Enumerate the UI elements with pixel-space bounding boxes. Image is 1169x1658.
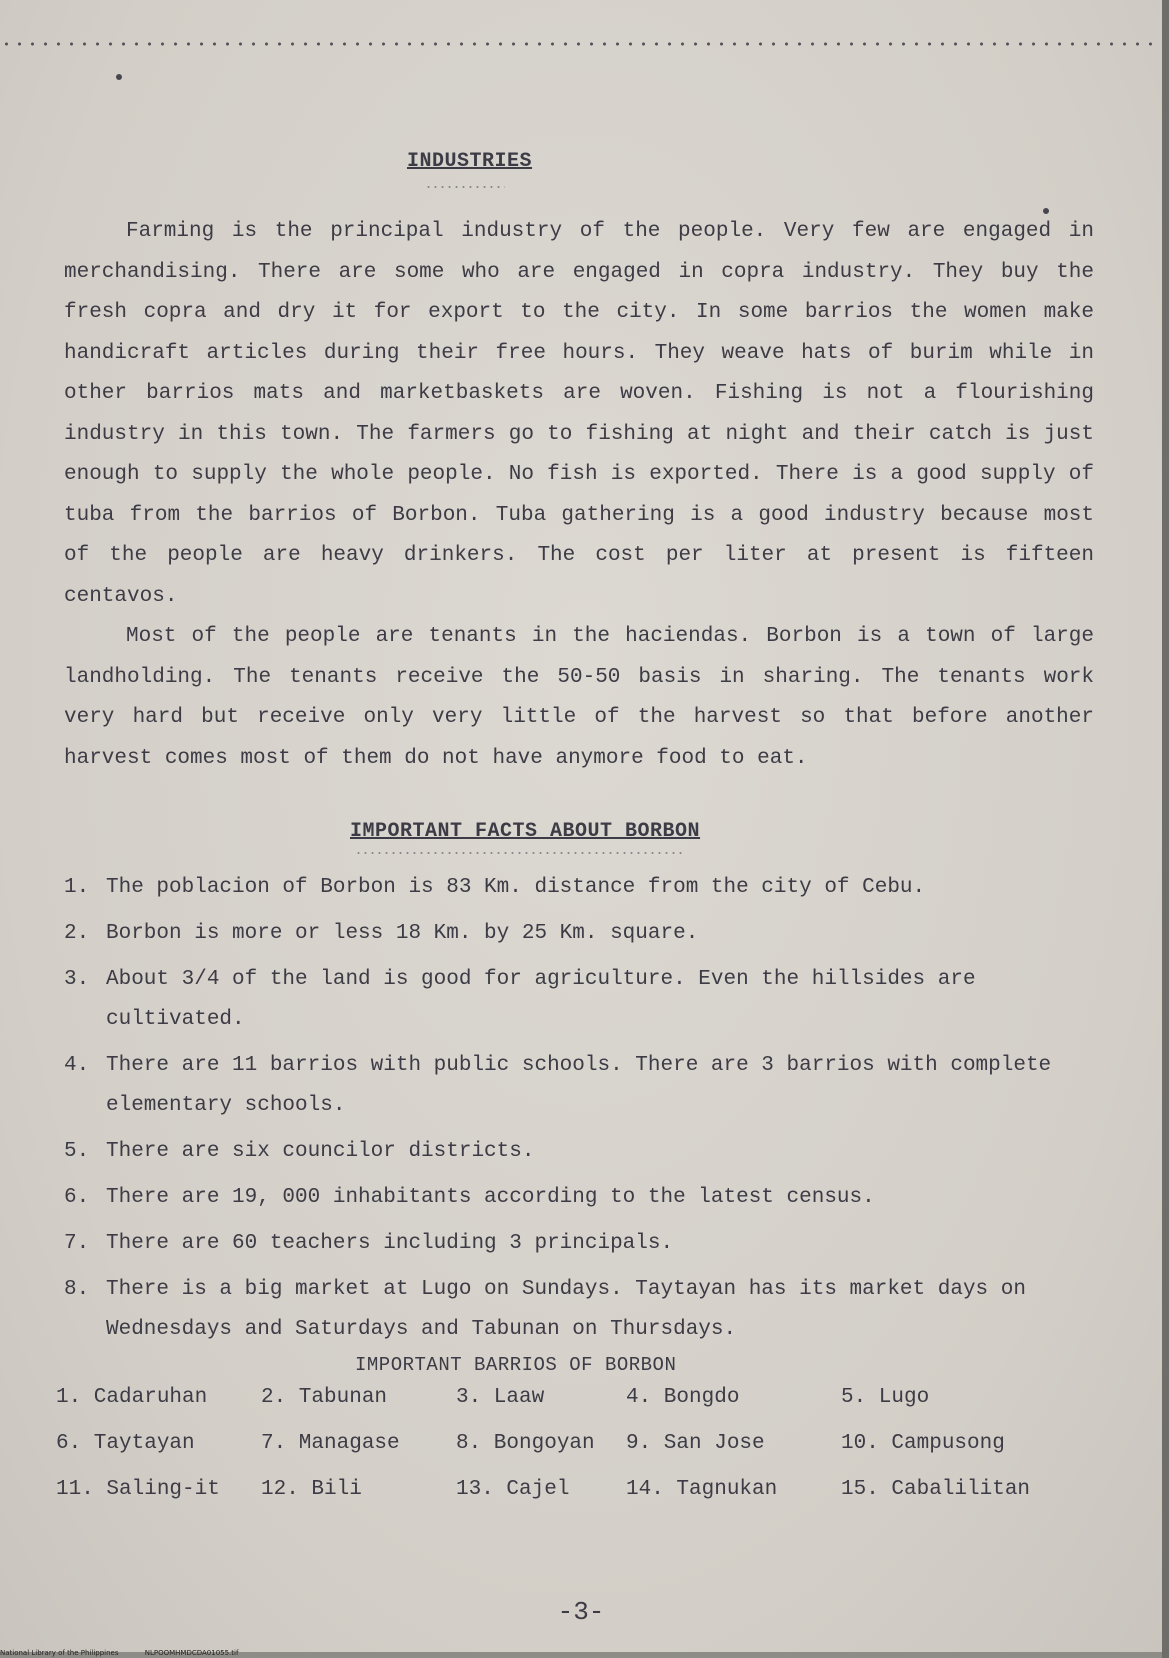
fact-item <box>64 868 1114 908</box>
fact-text: There are six councilor districts. <box>106 1140 535 1163</box>
barrio-item: 3. Laaw <box>456 1386 545 1409</box>
fact-item <box>64 960 1114 1040</box>
fact-item <box>64 914 1114 954</box>
binding-edge <box>1162 0 1169 1658</box>
footer-file: NLPOOMHMDCDA01055.tif <box>144 1649 239 1657</box>
barrio-item: 6. Taytayan <box>56 1432 195 1455</box>
fact-number: 3. <box>64 968 90 991</box>
fact-text: There are 19, 000 inhabitants according to the latest census. <box>106 1186 875 1209</box>
fact-text: The poblacion of Borbon is 83 Km. distance from the city of Cebu. <box>106 876 926 899</box>
facts-heading: IMPORTANT FACTS ABOUT BORBON <box>350 820 701 843</box>
footer-source: National Library of the Philippines <box>0 1649 119 1657</box>
barrio-item: 4. Bongdo <box>626 1386 740 1409</box>
fact-item <box>64 1178 1114 1218</box>
fact-text: About 3/4 of the land is good for agriculture. Even the hillsides are cultivated. <box>106 968 976 1031</box>
fact-text: Borbon is more or less 18 Km. by 25 Km. square. <box>106 922 699 945</box>
barrios-list <box>56 1380 1116 1508</box>
industries-paragraph-2: Most of the people are tenants in the haciendas. Borbon is a town of large landholding. The tenants receive the 50-50 basis in sharing. The tenants work very hard but receive only very little of the harvest so that before another harvest comes most of them do not have anymore food to eat. <box>64 625 1094 770</box>
barrio-item: 14. Tagnukan <box>626 1478 778 1501</box>
fact-item <box>64 1132 1114 1172</box>
fact-item <box>64 1270 1114 1350</box>
barrio-item: 7. Managase <box>261 1432 400 1455</box>
facts-list <box>64 868 1114 1356</box>
fact-number: 7. <box>64 1232 90 1255</box>
barrio-item: 12. Bili <box>261 1478 362 1501</box>
fact-number: 5. <box>64 1140 90 1163</box>
barrio-item: 13. Cajel <box>456 1478 570 1501</box>
fact-text: There are 11 barrios with public schools. There are 3 barrios with complete elementary schools. <box>106 1054 1052 1117</box>
ink-speck <box>116 74 122 80</box>
barrio-item: 10. Campusong <box>841 1432 1005 1455</box>
industries-paragraph-1: Farming is the principal industry of the people. Very few are engaged in merchandising. There are some who are engaged in copra industry. They buy the fresh copra and dry it for export to the city. In some barrios the women make handicraft articles during their free hours. They weave hats of burim while in other barrios mats and marketbaskets are woven. Fishing is not a flourishing industry in this town. The farmers go to fishing at night and their catch is just enough to supply the whole people. No fish is exported. There is a good supply of tuba from the barrios of Borbon. Tuba gathering is a good industry because most of the people are heavy drinkers. The cost per liter at present is fifteen centavos. <box>64 220 1094 608</box>
barrios-heading: IMPORTANT BARRIOS OF BORBON <box>355 1354 677 1376</box>
barrio-item: 9. San Jose <box>626 1432 765 1455</box>
fact-number: 1. <box>64 876 90 899</box>
fact-number: 8. <box>64 1278 90 1301</box>
fact-number: 6. <box>64 1186 90 1209</box>
barrio-item: 1. Cadaruhan <box>56 1386 208 1409</box>
fact-item <box>64 1046 1114 1126</box>
fact-item <box>64 1224 1114 1264</box>
barrio-item: 2. Tabunan <box>261 1386 388 1409</box>
industries-heading: INDUSTRIES <box>407 150 533 173</box>
perforation-edge <box>0 42 1162 46</box>
barrio-item: 11. Saling-it <box>56 1478 220 1501</box>
fact-number: 4. <box>64 1054 90 1077</box>
page-number: -3- <box>557 1597 605 1627</box>
scan-footer <box>0 1649 262 1657</box>
fact-number: 2. <box>64 922 90 945</box>
fact-text: There is a big market at Lugo on Sundays. Taytayan has its market days on Wednesdays and Saturdays and Tabunan on Thursdays. <box>106 1278 1026 1341</box>
fact-text: There are 60 teachers including 3 principals. <box>106 1232 674 1255</box>
barrio-item: 15. Cabalilitan <box>841 1478 1031 1501</box>
heading-dots <box>355 852 685 854</box>
heading-dots <box>425 186 505 188</box>
barrio-item: 5. Lugo <box>841 1386 930 1409</box>
barrio-item: 8. Bongoyan <box>456 1432 595 1455</box>
